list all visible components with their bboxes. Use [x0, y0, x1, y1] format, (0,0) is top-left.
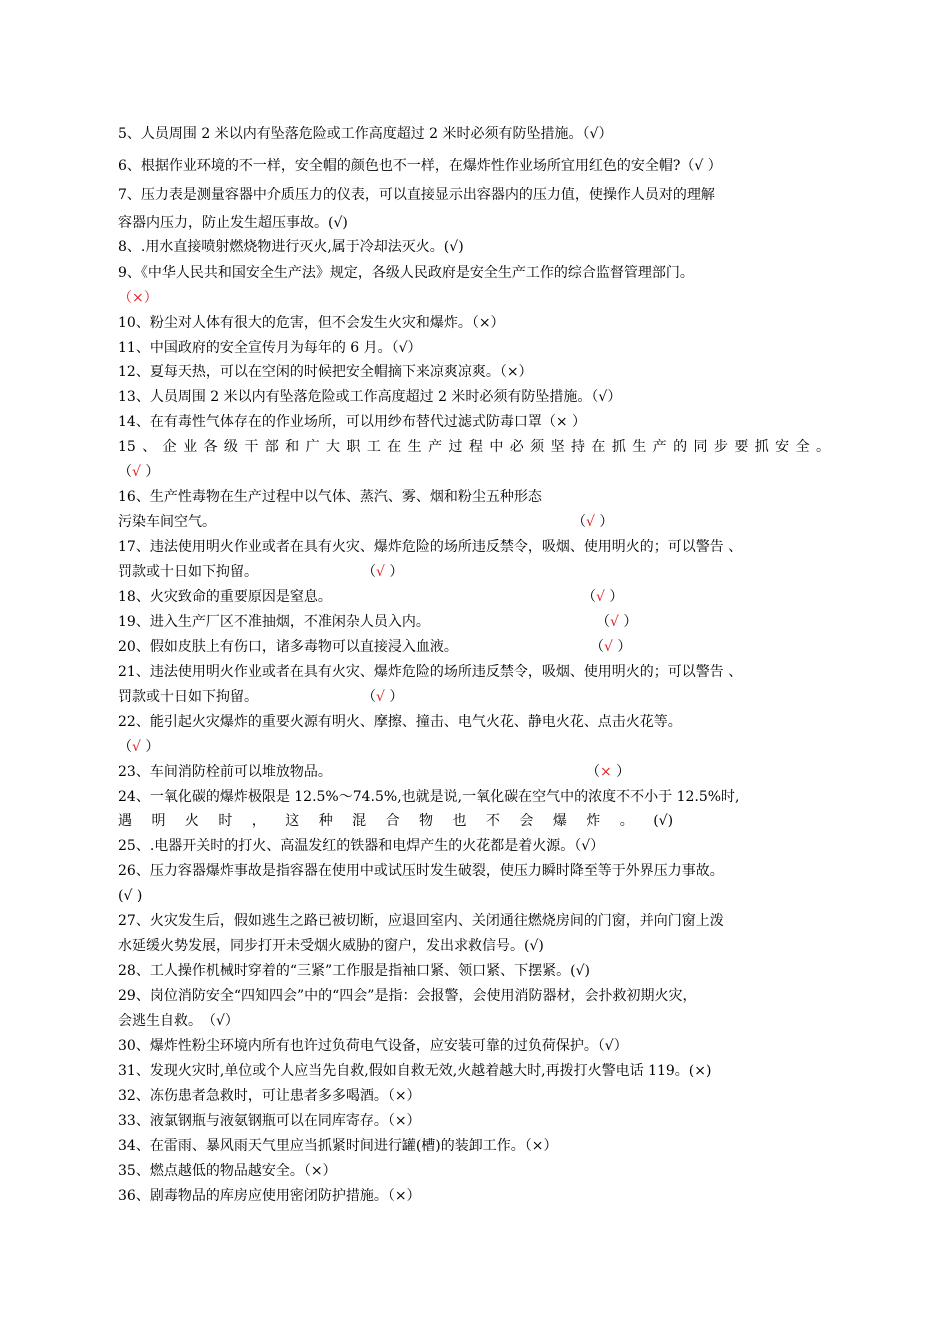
cross-mark: × — [600, 764, 612, 780]
check-mark: √ — [376, 689, 385, 705]
check-mark: √ — [604, 639, 613, 655]
question-23: 23、车间消防栓前可以堆放物品。 — [118, 764, 332, 780]
question-17-answer — [362, 563, 403, 581]
question-33: 33、液氯钢瓶与液氨钢瓶可以在同库寄存。（×） — [118, 1113, 421, 1129]
question-32: 32、冻伤患者急救时，可让患者多多喝酒。（×） — [118, 1088, 421, 1104]
check-mark: √ — [586, 514, 595, 530]
answer-open-paren: （ — [118, 464, 132, 480]
question-16-line-2: 污染车间空气。 — [118, 514, 216, 530]
check-mark: √ — [132, 739, 141, 755]
answer-open-paren: （ — [590, 639, 604, 655]
question-11: 11、中国政府的安全宣传月为每年的 6 月。（√） — [118, 340, 422, 356]
question-13: 13、人员周围 2 米以内有坠落危险或工作高度超过 2 米时必须有防坠措施。（√） — [118, 389, 622, 405]
answer-close-paren: ） — [384, 564, 404, 580]
answer-close-paren: ） — [594, 514, 614, 530]
question-9-line-1: 9、《中华人民共和国安全生产法》规定，各级人民政府是安全生产工作的综合监督管理部门。 — [118, 265, 694, 281]
question-21-line-1: 21、违法使用明火作业或者在具有火灾、爆炸危险的场所违反禁令，吸烟、使用明火的；可以警告 、 — [118, 664, 743, 680]
check-mark: √ — [610, 614, 619, 630]
question-12: 12、夏每天热，可以在空闲的时候把安全帽摘下来凉爽凉爽。（×） — [118, 364, 533, 380]
answer-open-paren: （ — [118, 739, 132, 755]
question-25: 25、.电器开关时的打火、高温发红的铁器和电焊产生的火花都是着火源。（√） — [118, 838, 605, 854]
answer-close-paren: ） — [618, 614, 638, 630]
question-34: 34、在雷雨、暴风雨天气里应当抓紧时间进行罐(槽)的装卸工作。（×） — [118, 1138, 558, 1154]
question-19: 19、进入生产厂区不准抽烟，不准闲杂人员入内。 — [118, 614, 430, 630]
question-22-line-1: 22、能引起火灾爆炸的重要火源有明火、摩擦、撞击、电气火花、静电火花、点击火花等。 — [118, 714, 682, 730]
question-16-line-1: 16、生产性毒物在生产过程中以气体、蒸汽、雾、烟和粉尘五种形态 — [118, 489, 542, 505]
answer-open-paren: （ — [586, 764, 600, 780]
question-28: 28、工人操作机械时穿着的“三紧”工作服是指袖口紧、领口紧、下摆紧。(√) — [118, 963, 590, 979]
answer-open-paren: （ — [362, 564, 376, 580]
answer-close-paren: ） — [384, 689, 404, 705]
question-27-line-2: 水延缓火势发展，同步打开未受烟火威胁的窗户，发出求救信号。(√) — [118, 938, 544, 954]
question-20-answer — [590, 638, 631, 656]
question-23-answer — [586, 763, 630, 781]
answer-close-paren: ） — [604, 589, 624, 605]
check-mark: √ — [376, 564, 385, 580]
answer-close-paren: ） — [140, 464, 160, 480]
question-22-answer — [118, 738, 159, 756]
question-10: 10、粉尘对人体有很大的危害，但不会发生火灾和爆炸。（×） — [118, 315, 505, 331]
answer-open-paren: （ — [572, 514, 586, 530]
question-24-line-1: 24、一氧化碳的爆炸极限是 12.5%～74.5%,也就是说,一氧化碳在空气中的浓度不不小于 12.5%时, — [118, 789, 740, 805]
answer-close-paren: ） — [611, 764, 631, 780]
question-20: 20、假如皮肤上有伤口，诸多毒物可以直接浸入血液。 — [118, 639, 458, 655]
question-36: 36、剧毒物品的库房应使用密闭防护措施。（×） — [118, 1188, 421, 1204]
answer-open-paren: （ — [596, 614, 610, 630]
question-30: 30、爆炸性粉尘环境内所有也许过负荷电气设备，应安装可靠的过负荷保护。（√） — [118, 1038, 628, 1054]
question-15-line-1: 15、企业各级干部和广大职工在生产过程中必须坚持在抓生产的同步要抓安全。 — [118, 439, 830, 455]
answer-open-paren: （ — [362, 689, 376, 705]
question-7-line-1: 7、压力表是测量容器中介质压力的仪表，可以直接显示出容器内的压力值，使操作人员对的理解 — [118, 187, 715, 203]
question-19-answer — [596, 613, 637, 631]
question-24-line-2: 遇 明 火 时 ， 这 种 混 合 物 也 不 会 爆 炸 。 (√) — [118, 813, 674, 829]
question-27-line-1: 27、火灾发生后，假如逃生之路已被切断，应退回室内、关闭通往燃烧房间的门窗，并向门窗上泼 — [118, 913, 724, 929]
question-26-line-1: 26、压力容器爆炸事故是指容器在使用中或试压时发生破裂，使压力瞬时降至等于外界压力事故。 — [118, 863, 724, 879]
check-mark: √ — [596, 589, 605, 605]
question-17-line-2: 罚款或十日如下拘留。 — [118, 564, 258, 580]
question-18: 18、火灾致命的重要原因是窒息。 — [118, 589, 332, 605]
question-6: 6、根据作业环境的不一样，安全帽的颜色也不一样，在爆炸性作业场所宜用红色的安全帽?（√ ） — [118, 158, 722, 174]
question-5: 5、人员周围 2 米以内有坠落危险或工作高度超过 2 米时必须有防坠措施。（√） — [118, 126, 613, 142]
check-mark: √ — [132, 464, 141, 480]
question-15-answer — [118, 463, 159, 481]
answer-close-paren: ） — [140, 739, 160, 755]
answer-open-paren: （ — [582, 589, 596, 605]
question-18-answer — [582, 588, 623, 606]
question-26-answer: (√ ) — [118, 888, 143, 904]
question-8: 8、.用水直接喷射燃烧物进行灭火,属于冷却法灭火。(√) — [118, 239, 464, 255]
question-14: 14、在有毒性气体存在的作业场所，可以用纱布替代过滤式防毒口罩（× ） — [118, 414, 586, 430]
answer-close-paren: ） — [612, 639, 632, 655]
question-7-line-2: 容器内压力，防止发生超压事故。(√) — [118, 215, 348, 231]
question-17-line-1: 17、违法使用明火作业或者在具有火灾、爆炸危险的场所违反禁令，吸烟、使用明火的；可以警告 、 — [118, 539, 743, 555]
question-29-line-1: 29、岗位消防安全“四知四会”中的“四会”是指：会报警，会使用消防器材，会扑救初期火灾， — [118, 988, 697, 1004]
question-21-line-2: 罚款或十日如下拘留。 — [118, 689, 258, 705]
question-21-answer — [362, 688, 403, 706]
question-9-answer: （×） — [118, 290, 158, 306]
question-35: 35、燃点越低的物品越安全。（×） — [118, 1163, 337, 1179]
question-29-line-2: 会逃生自救。 （√） — [118, 1013, 239, 1029]
question-16-answer — [572, 513, 613, 531]
question-31: 31、发现火灾时,单位或个人应当先自救,假如自救无效,火越着越大时,再拨打火警电话 119。(×) — [118, 1063, 712, 1079]
